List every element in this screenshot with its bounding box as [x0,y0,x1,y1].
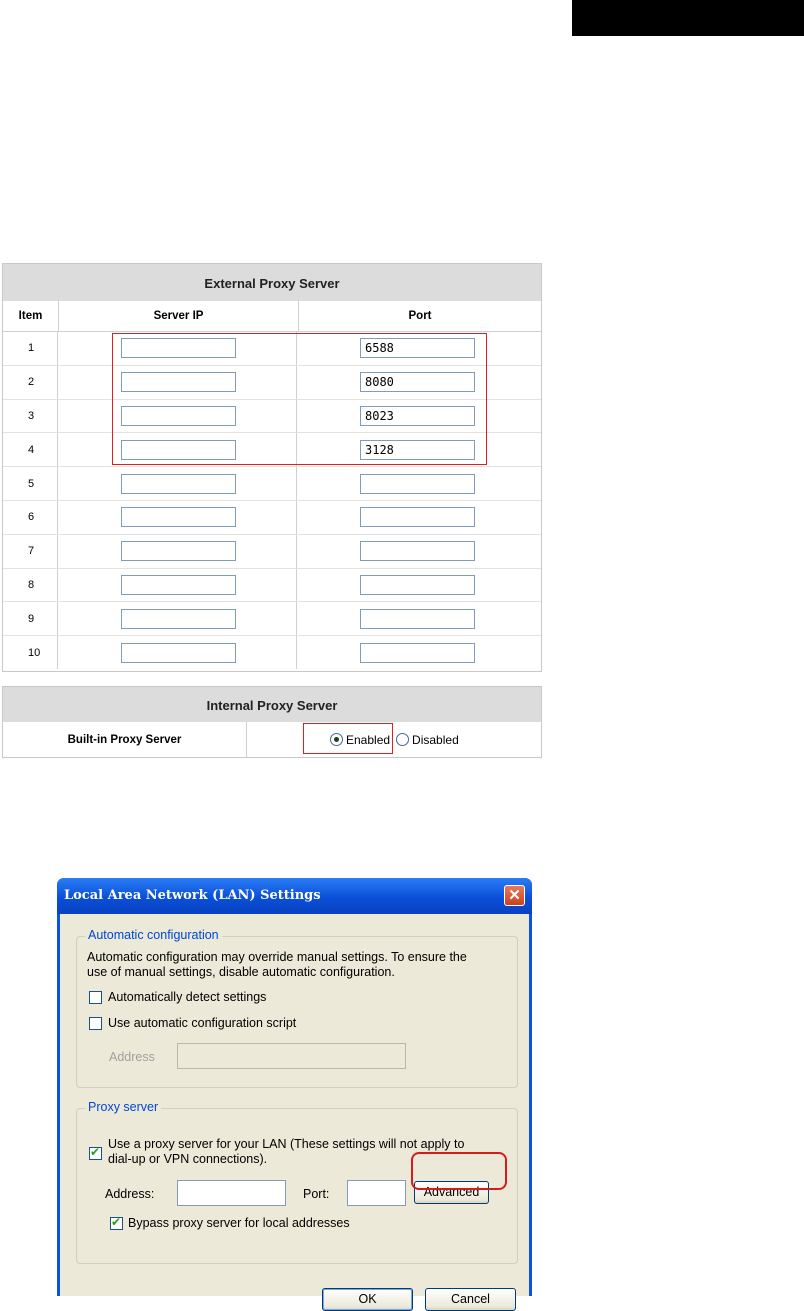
port-input[interactable]: 6588 [360,338,475,358]
port-cell [297,636,541,669]
port-input[interactable] [360,643,475,663]
use-proxy-checkbox[interactable] [89,1147,102,1160]
port-cell [297,602,541,635]
highlight-oval-advanced [411,1152,507,1190]
automatic-configuration-legend: Automatic configuration [85,928,222,942]
proxy-port-label: Port: [303,1187,330,1201]
server-ip-cell [58,636,297,669]
use-proxy-label-line2[interactable]: dial-up or VPN connections). [108,1152,268,1166]
automatic-configuration-group [76,928,518,1088]
server-ip-input[interactable] [121,609,236,629]
internal-proxy-row [3,722,541,757]
server-ip-input[interactable] [121,575,236,595]
item-number: 10 [3,636,58,669]
item-number: 6 [3,501,58,534]
port-input[interactable]: 8080 [360,372,475,392]
server-ip-cell [58,569,297,602]
item-number: 2 [3,366,58,399]
port-cell [297,569,541,602]
server-ip-cell [58,467,297,500]
internal-proxy-table [2,686,542,758]
builtin-proxy-options [247,722,541,757]
port-input[interactable] [360,609,475,629]
port-input[interactable] [360,474,475,494]
server-ip-input[interactable] [121,643,236,663]
disabled-option[interactable] [396,733,459,747]
server-ip-input[interactable] [121,474,236,494]
use-proxy-label-line1[interactable]: Use a proxy server for your LAN (These settings will not apply to [108,1137,465,1151]
port-input[interactable]: 3128 [360,440,475,460]
dialog-title: Local Area Network (LAN) Settings [57,878,532,914]
table-row [3,467,541,501]
advanced-button[interactable]: Advanced [414,1181,489,1204]
port-input[interactable] [360,507,475,527]
highlight-box-enabled [303,723,393,754]
disabled-radio[interactable] [396,733,409,746]
auto-script-label[interactable]: Use automatic configuration script [108,1016,297,1030]
external-proxy-column-headers [3,301,541,332]
proxy-address-label: Address: [105,1187,155,1201]
port-cell [297,467,541,500]
server-ip-input[interactable] [121,507,236,527]
lan-settings-dialog [57,878,532,1306]
table-row [3,636,541,669]
proxy-address-field[interactable] [177,1180,286,1206]
port-input[interactable] [360,541,475,561]
ok-button[interactable]: OK [322,1288,413,1311]
item-number: 7 [3,535,58,568]
proxy-port-field[interactable] [347,1180,406,1206]
auto-address-label: Address [109,1050,155,1064]
auto-description-line1: Automatic configuration may override manual settings. To ensure the [87,950,467,964]
bypass-local-label[interactable]: Bypass proxy server for local addresses [128,1216,350,1230]
external-proxy-table [2,263,542,672]
item-number: 3 [3,400,58,433]
table-row [3,501,541,535]
col-server-ip-header: Server IP [59,301,299,331]
table-row [3,602,541,636]
auto-script-checkbox[interactable] [89,1017,102,1030]
auto-description-line2: use of manual settings, disable automatic configuration. [87,965,395,979]
server-ip-cell [58,501,297,534]
auto-detect-label[interactable]: Automatically detect settings [108,990,267,1004]
item-number: 5 [3,467,58,500]
server-ip-input[interactable] [121,541,236,561]
port-input[interactable] [360,575,475,595]
item-number: 4 [3,433,58,466]
item-number: 1 [3,332,58,365]
server-ip-cell [58,602,297,635]
table-row [3,569,541,603]
auto-detect-checkbox[interactable] [89,991,102,1004]
cancel-button[interactable]: Cancel [425,1288,516,1311]
internal-proxy-title: Internal Proxy Server [3,687,541,722]
port-cell [297,501,541,534]
port-cell [297,535,541,568]
auto-address-field [177,1043,406,1069]
external-proxy-title: External Proxy Server [3,264,541,301]
col-port-header: Port [408,310,432,322]
highlight-box-ports [112,333,487,465]
item-number: 9 [3,602,58,635]
enabled-label: Enabled [346,732,391,747]
table-row [3,535,541,569]
dialog-body [60,914,529,1306]
item-number: 8 [3,569,58,602]
col-item-header: Item [3,301,59,331]
close-icon[interactable]: ✕ [504,885,525,906]
bypass-local-checkbox[interactable] [110,1217,123,1230]
server-ip-cell [58,535,297,568]
disabled-label: Disabled [412,732,459,747]
builtin-proxy-label: Built-in Proxy Server [3,722,247,757]
header-black-bar [572,0,804,36]
port-input[interactable]: 8023 [360,406,475,426]
proxy-server-legend: Proxy server [85,1100,161,1114]
